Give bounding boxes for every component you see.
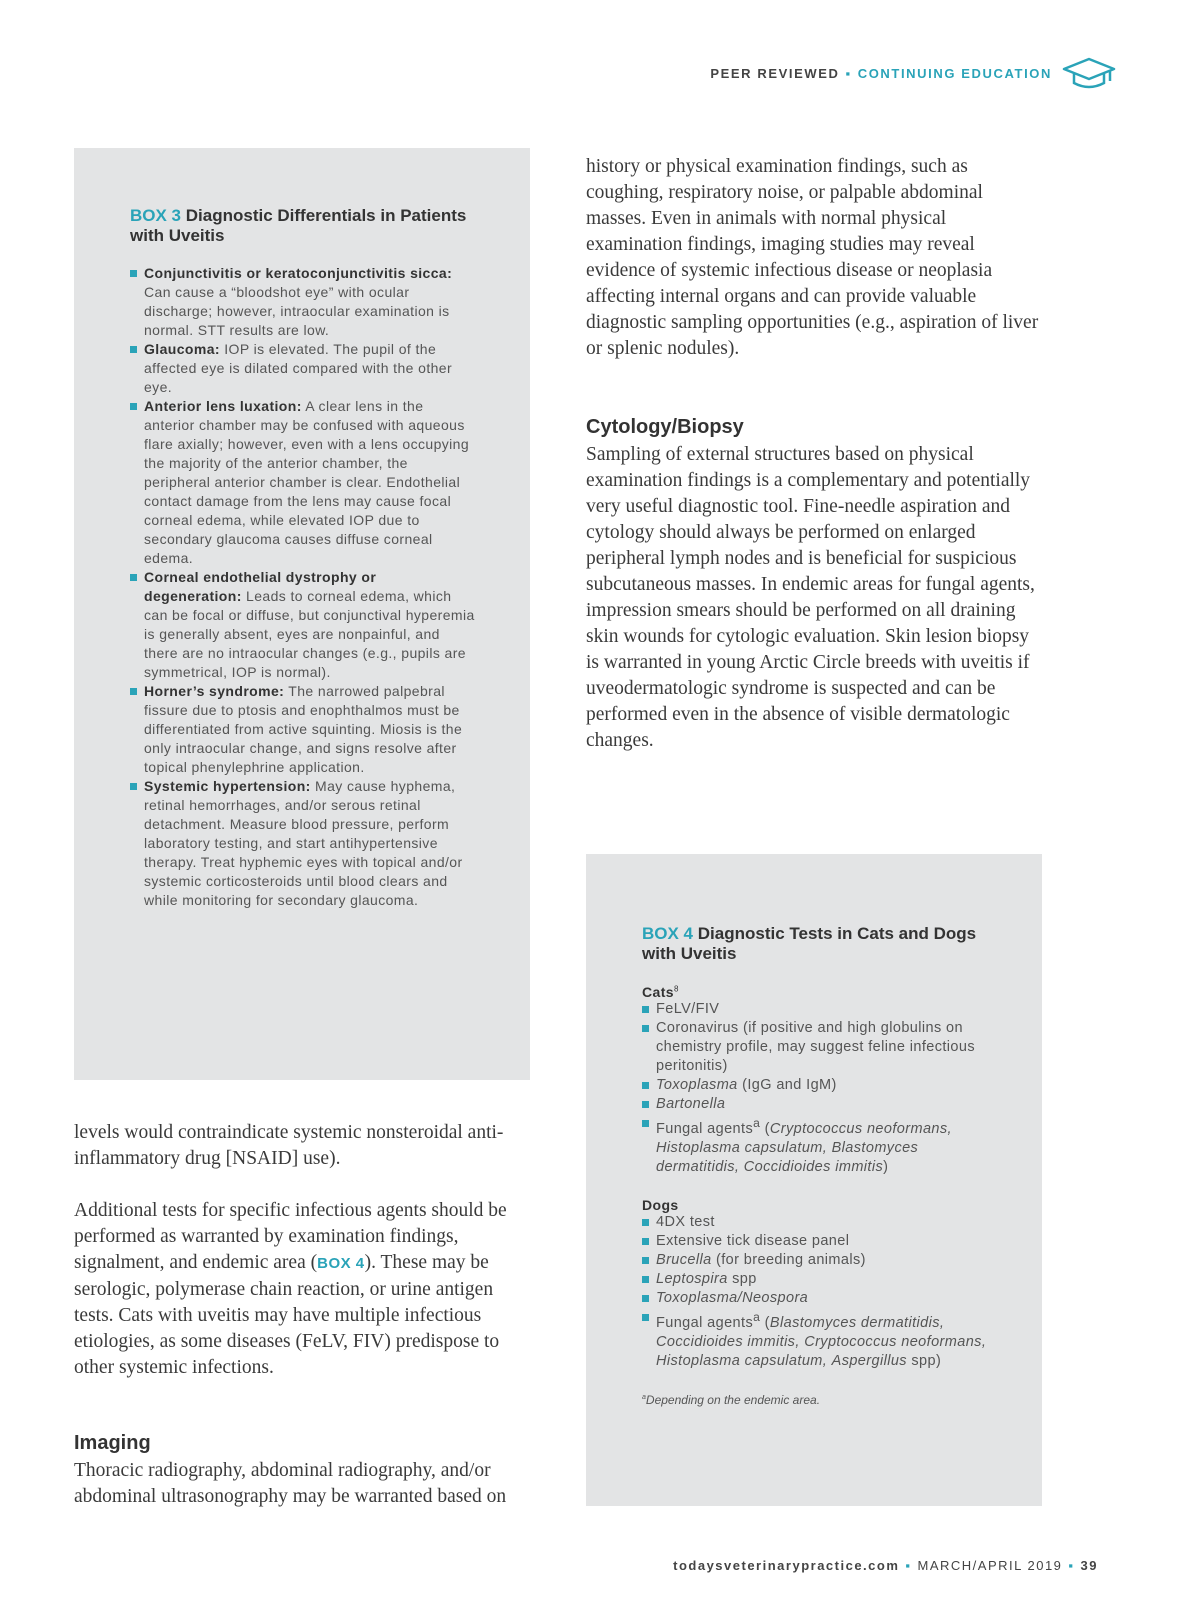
footnote-marker: a [753,1309,761,1324]
cats-list [642,1000,990,1177]
item-text: Extensive tick disease panel [656,1232,850,1249]
box-3-title-text: Diagnostic Differentials in Patients with Uveitis [130,206,467,245]
list-item [130,397,478,568]
item-term: Systemic hypertension: [144,778,311,794]
list-item [642,1232,990,1251]
left-paragraph-2 [74,1198,534,1381]
site-url: todaysveterinarypractice.com [673,1558,900,1573]
box-4-reference: BOX 4 [317,1255,365,1272]
para-text: Additional tests for specific infectious agents should be performed as warranted by examination findings, signalment, and endemic area ( [74,1200,507,1273]
organism-name: Leptospira [656,1270,728,1287]
item-text: FeLV/FIV [656,1001,720,1017]
organism-name: Cryptococcus neoformans, Histoplasma capsulatum, Blastomyces dermatitidis, Coccidioides immitis [656,1120,952,1175]
footnote-text: Depending on the endemic area. [645,1392,821,1407]
page-footer [673,1558,1098,1573]
footer-separator: ▪ [1068,1558,1075,1573]
box-4-content [642,924,990,1407]
list-item [642,1289,990,1308]
cats-heading [642,984,990,1000]
list-item [642,1095,990,1114]
item-text: spp [727,1270,757,1287]
list-item [642,1270,990,1289]
list-item [642,1213,990,1232]
item-text: 4DX test [656,1213,715,1230]
box-4-title-text: Diagnostic Tests in Cats and Dogs with Uveitis [642,924,977,963]
continuing-education-label: CONTINUING EDUCATION [857,66,1052,81]
footnote-marker: a [753,1116,761,1130]
item-text: Fungal agents [656,1120,754,1137]
cytology-heading: Cytology/Biopsy [586,416,744,438]
organism-name: Aspergillus [831,1352,907,1369]
list-item [130,340,478,397]
organism-name: Toxoplasma/Neospora [656,1289,809,1306]
item-text: May cause hyphema, retinal hemorrhages, and/or serous retinal detachment. Measure blood pressure, perform laboratory testing, and start antihypertensive therapy. Treat hyphemic eyes with topical and/or systemic corticosteroids until blood clears and while monitoring for secondary glaucoma. [144,778,463,908]
box-3-differentials [74,148,530,1080]
organism-name: Bartonella [656,1096,726,1112]
item-text: (IgG and IgM) [737,1077,837,1093]
peer-reviewed-label: PEER REVIEWED [710,66,840,81]
para-text: ). These may be serologic, polymerase chain reaction, or urine antigen tests. Cats with uveitis may have multiple infectious etiologies, as some diseases (FeLV, FIV) predispose to other systemic infections. [74,1252,500,1378]
graduation-cap-icon [1062,55,1116,91]
item-text: Fungal agents [656,1314,754,1331]
imaging-paragraph: Thoracic radiography, abdominal radiography, and/or abdominal ultrasonography may be warranted based on [74,1460,507,1507]
organism-name: Toxoplasma [656,1077,738,1093]
footnote-marker: a [642,1393,646,1401]
list-item [642,1000,990,1019]
issue-date: MARCH/APRIL 2019 [917,1558,1063,1573]
box-3-list [130,264,478,910]
list-item: Fungal agents$^a$ (Cryptococcus neoformans, Histoplasma capsulatum, Blastomyces dermatitidis, Coccidioides immitis) [642,1114,990,1177]
list-item [130,264,478,340]
item-text: IOP is elevated. The pupil of the affected eye is dilated compared with the other eye. [144,341,453,395]
item-text: Coronavirus (if positive and high globulins on chemistry profile, may suggest feline infectious peritonitis) [656,1020,975,1074]
list-item [130,682,478,777]
left-paragraph-1: levels would contraindicate systemic nonsteroidal anti-inflammatory drug [NSAID] use). [74,1122,504,1169]
imaging-heading: Imaging [74,1432,151,1454]
list-item [642,1076,990,1095]
item-term: Glaucoma: [144,341,220,357]
list-item [642,1019,990,1076]
list-item [642,1251,990,1270]
box-4-title [642,924,990,964]
item-text: The narrowed palpebral fissure due to ptosis and enophthalmos must be differentiated from active squinting. Miosis is the only intraocular change, and signs resolve after topical phenylephrine application. [144,683,463,775]
list-item: Fungal agents$^a$ (Blastomyces dermatitidis, Coccidioides immitis, Cryptococcus neoformans, Histoplasma capsulatum, Aspergillus spp) [642,1308,990,1371]
item-text: spp) [906,1352,942,1369]
header-separator: ▪ [845,66,852,81]
right-paragraph-1: history or physical examination findings, such as coughing, respiratory noise, or palpable abdominal masses. Even in animals with normal physical examination findings, imaging studies may reveal evidence of systemic infectious disease or neoplasia affecting internal organs and can provide valuable diagnostic sampling opportunities (e.g., aspiration of liver or splenic nodules). [586,156,1039,359]
dogs-heading: Dogs [642,1196,679,1213]
dogs-list [642,1213,990,1371]
box-3-tag: BOX 3 [130,206,182,225]
organism-name: Blastomyces dermatitidis, Coccidioides immitis, Cryptococcus neoformans, Histoplasma capsulatum, [656,1314,987,1369]
item-term: Conjunctivitis or keratoconjunctivitis sicca: [144,265,453,281]
box-4-tests [586,854,1042,1506]
running-header [710,66,1052,81]
cats-label: Cats [642,984,674,1000]
box-3-title [130,206,478,246]
footer-separator: ▪ [905,1558,912,1573]
item-term: Corneal endothelial dystrophy or degeneration: [144,569,377,604]
list-item [130,568,478,682]
item-term: Anterior lens luxation: [144,398,302,414]
item-text: (for breeding animals) [711,1251,866,1268]
box-4-tag: BOX 4 [642,924,694,943]
box-3-content [130,206,478,910]
list-item [130,777,478,910]
item-text: Leads to corneal edema, which can be focal or diffuse, but conjunctival hyperemia is generally absent, eyes are nonpainful, and there are no intraocular changes (e.g., pupils are symmetrical, IOP is normal). [144,588,475,680]
item-text: Can cause a “bloodshot eye” with ocular discharge; however, intraocular examination is normal. STT results are low. [144,284,450,338]
box-4-footnote [642,1393,990,1407]
item-term: Horner’s syndrome: [144,683,285,699]
cytology-paragraph: Sampling of external structures based on physical examination findings is a complementary and potentially very useful diagnostic tool. Fine-needle aspiration and cytology should always be performed on enlarged peripheral lymph nodes and is beneficial for suspicious subcutaneous masses. In endemic areas for fungal agents, impression smears should be performed on all draining skin wounds for cytologic evaluation. Skin lesion biopsy is warranted in young Arctic Circle breeds with uveitis if uveodermatologic syndrome is suspected and can be performed even in the absence of visible dermatologic changes. [586,444,1035,751]
organism-name: Brucella [656,1251,712,1268]
page-number: 39 [1080,1558,1098,1573]
item-text: A clear lens in the anterior chamber may be confused with aqueous flare axially; however, even with a lens occupying the majority of the anterior chamber, the peripheral anterior chamber is clear. Endothelial contact damage from the lens may cause focal corneal edema, while elevated IOP due to secondary glaucoma causes diffuse corneal edema. [144,398,470,566]
cats-reference: 8 [673,984,679,994]
